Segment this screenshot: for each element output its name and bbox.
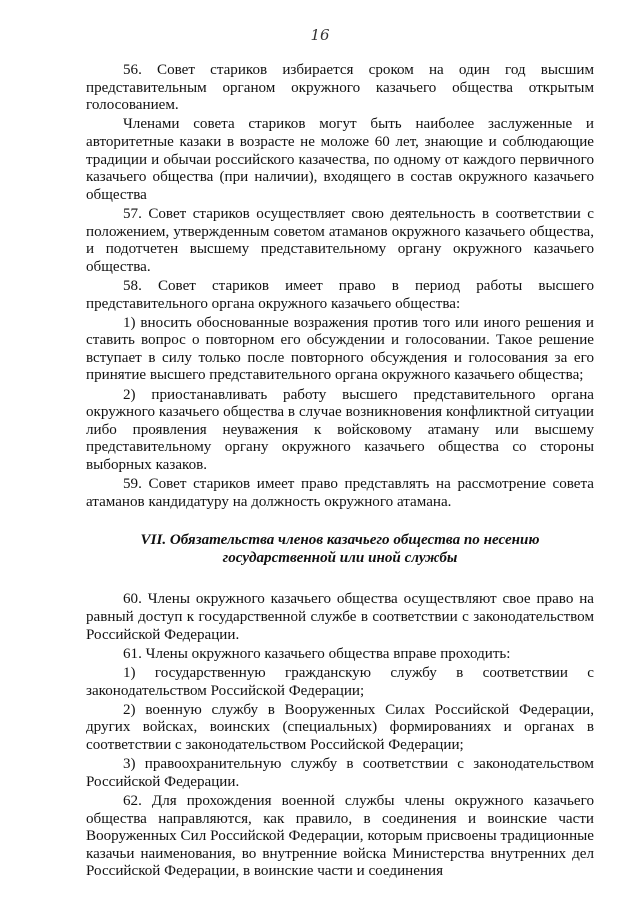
page-number: 16 (310, 26, 330, 44)
paragraph-61-item-1: 1) государственную гражданскую службу в соответствии с законодательством Российской Федерации; (86, 664, 594, 699)
paragraph-62: 62. Для прохождения военной службы члены окружного казачьего общества направляются, как правило, в соединения и воинские части Вооруженных Сил Российской Федерации, которым присвоены традиционные казачьи наименования, во внутренние войска Министерства внутренних дел Российской Федерации, в воинские части и соединения (86, 792, 594, 880)
paragraph-56-members: Членами совета стариков могут быть наиболее заслуженные и авторитетные казаки в возрасте не моложе 60 лет, знающие и соблюдающие традиции и обычаи российского казачества, по одному от каждого первичного казачьего общества (при наличии), входящего в состав окружного казачьего общества (86, 116, 594, 203)
paragraph-59: 59. Совет стариков имеет право представлять на рассмотрение совета атаманов кандидатуру на должность окружного атамана. (86, 476, 594, 510)
paragraph-60: 60. Члены окружного казачьего общества осуществляют свое право на равный доступ к государственной службе в соответствии с законодательством Российской Федерации. (86, 591, 594, 643)
paragraph-56: 56. Совет стариков избирается сроком на один год высшим представительным органом окружного казачьего общества открытым голосованием. (86, 62, 594, 114)
paragraph-58: 58. Совет стариков имеет право в период работы высшего представительного органа окружного казачьего общества: (86, 277, 594, 312)
paragraph-58-item-2: 2) приостанавливать работу высшего представительного органа окружного казачьего общества в случае возникновения конфликтной ситуации либо проявления неуважения к войсковому атаману или высшему представительному органу окружного казачьего общества со стороны выборных казаков. (86, 386, 594, 474)
section-heading (86, 531, 594, 567)
section-heading-line-2: государственной или иной службы (222, 550, 458, 567)
paragraph-57: 57. Совет стариков осуществляет свою деятельность в соответствии с положением, утвержденным советом атаманов окружного казачьего общества, и подотчетен высшему представительному органу окружного казачьего общества. (86, 205, 594, 275)
paragraph-61-item-3: 3) правоохранительную службу в соответствии с законодательством Российской Федерации. (86, 756, 594, 790)
paragraph-58-item-1: 1) вносить обоснованные возражения против того или иного решения и ставить вопрос о повторном его обсуждении и голосовании. Такое решение вступает в силу только после повторного обсуждения и голосования за его принятие высшего представительного органа окружного казачьего общества; (86, 314, 594, 384)
paragraph-61: 61. Члены окружного казачьего общества вправе проходить: (123, 645, 511, 662)
paragraph-61-item-2: 2) военную службу в Вооруженных Силах Российской Федерации, других войсках, воинских (специальных) формированиях и органах в соответствии с законодательством Российской Федерации; (86, 701, 594, 753)
section-heading-line-1: VII. Обязательства членов казачьего общества по несению (140, 532, 540, 549)
document-body (86, 62, 594, 882)
